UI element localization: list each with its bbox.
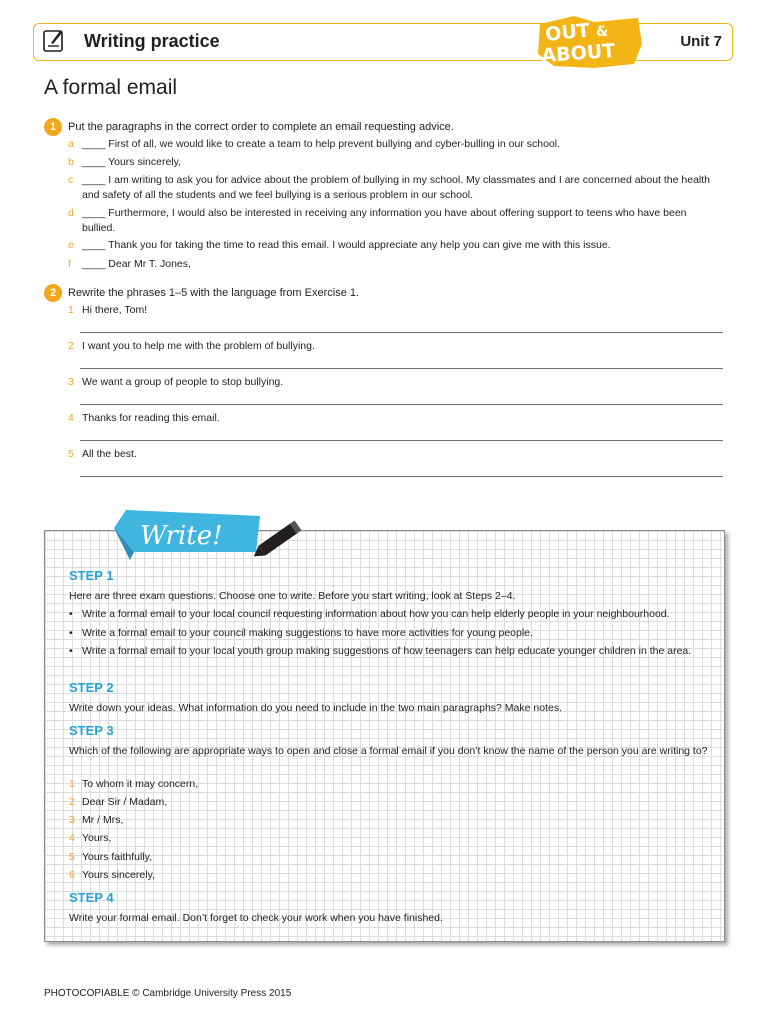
ex2-phrase-1: 1 Hi there, Tom! <box>68 304 148 316</box>
step-4-title: STEP 4 <box>69 890 114 905</box>
logo-word-about: ABOUT <box>540 39 616 67</box>
ex2-phrase-4: 4 Thanks for reading this email. <box>68 412 220 424</box>
step-2-title: STEP 2 <box>69 680 114 695</box>
write-banner-text: Write! <box>140 521 223 551</box>
logo-word-out: OUT <box>544 19 591 46</box>
logo-ampersand: & <box>596 24 609 40</box>
exercise-2-number: 2 <box>44 284 62 302</box>
ex2-phrase-5: 5 All the best. <box>68 448 137 460</box>
unit-label: Unit 7 <box>680 33 722 50</box>
step-1-title: STEP 1 <box>69 568 114 583</box>
exercise-1-number: 1 <box>44 118 62 136</box>
step-3-option-3: 3 Mr / Mrs, <box>69 814 124 826</box>
answer-line-4[interactable] <box>80 440 723 441</box>
step-3-option-4: 4 Yours, <box>69 832 112 844</box>
step-1-text: Here are three exam questions. Choose one to write. Before you start writing, look at Steps 2–4. <box>69 590 516 602</box>
answer-line-5[interactable] <box>80 476 723 477</box>
answer-line-1[interactable] <box>80 332 723 333</box>
ex2-phrase-3: 3 We want a group of people to stop bullying. <box>68 376 284 388</box>
step-3-text: Which of the following are appropriate ways to open and close a formal email if you don’t know the name of the person you are writing to? <box>69 745 708 757</box>
step-4-text: Write your formal email. Don’t forget to check your work when you have finished. <box>69 912 443 924</box>
out-and-about-logo <box>534 14 646 70</box>
footer-copyright: PHOTOCOPIABLE © Cambridge University Press 2015 <box>44 988 292 999</box>
step-3-option-5: 5 Yours faithfully, <box>69 851 153 863</box>
ex2-phrase-2: 2 I want you to help me with the problem of bullying. <box>68 340 315 352</box>
answer-line-2[interactable] <box>80 368 723 369</box>
page-section-title: Writing practice <box>84 31 220 51</box>
step-3-option-1: 1 To whom it may concern, <box>69 778 199 790</box>
step-3-option-2: 2 Dear Sir / Madam, <box>69 796 168 808</box>
exercise-1-instruction: Put the paragraphs in the correct order to complete an email requesting advice. <box>68 121 454 133</box>
page-heading: A formal email <box>44 76 178 99</box>
exercise-2-instruction: Rewrite the phrases 1–5 with the language from Exercise 1. <box>68 287 360 299</box>
pen-paper-icon <box>42 28 66 54</box>
step-3-option-6: 6 Yours sincerely, <box>69 869 155 881</box>
step-3-title: STEP 3 <box>69 723 114 738</box>
answer-line-3[interactable] <box>80 404 723 405</box>
step-2-text: Write down your ideas. What information do you need to include in the two main paragraphs? Make notes. <box>69 702 562 714</box>
write-banner <box>110 508 310 570</box>
